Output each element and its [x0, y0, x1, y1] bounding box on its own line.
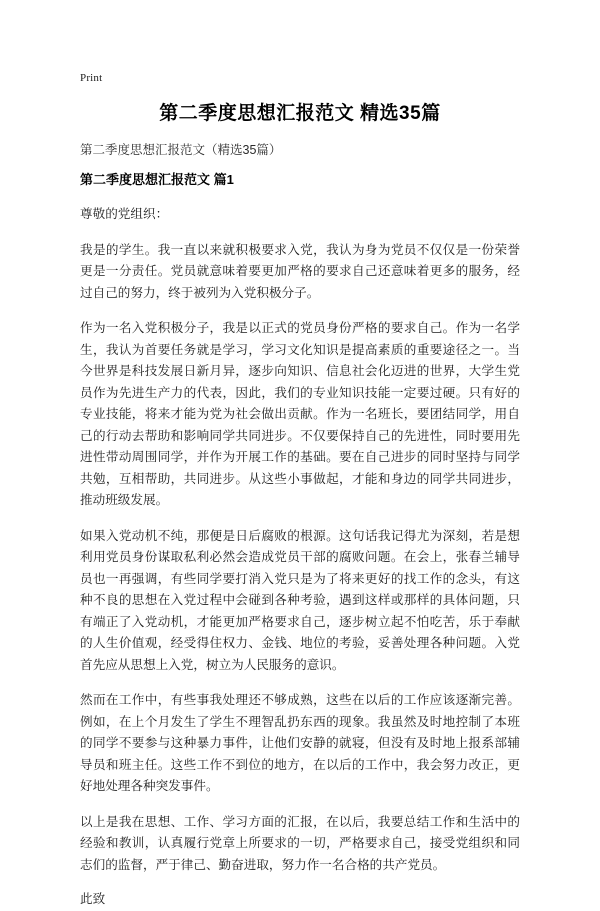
document-subtitle: 第二季度思想汇报范文（精选35篇）	[80, 143, 282, 157]
paragraph-body-2: 作为一名入党积极分子，我是以正式的党员身份严格的要求自己。作为一名学生，我认为首要任务就是学习，学习文化知识是提高素质的重要途径之一。当今世界是科技发展日新月异，逐步向知识、信息社会化迈进的世界，大学生党员作为先进生产力的代表，因此，我们的专业知识技能一定要过硬。只有好的专业技能，将来才能为党为社会做出贡献。作为一名班长，要团结同学，用自己的行动去帮助和影响同学共同进步。不仅要保持自己的先进性，同时要用先进性带动周围同学，并作为开展工作的基础。要在自己进步的同时坚持与同学共勉，互相帮助，共同进步。从这些小事做起，才能和身边的同学共同进步，推动班级发展。	[80, 321, 520, 507]
paragraph-closing: 此致	[80, 892, 106, 906]
paragraph-body-5: 以上是我在思想、工作、学习方面的汇报，在以后，我要总结工作和生活中的经验和教训，认真履行党章上所要求的一切，严格要求自己，接受党组织和同志们的监督，严于律己、勤奋进取，努力作一名合格的共产党员。	[80, 814, 520, 872]
paragraph-salutation: 尊敬的党组织：	[80, 207, 169, 221]
page-title: 第二季度思想汇报范文 精选35篇	[159, 103, 441, 124]
paragraph-body-1: 我是的学生。我一直以来就积极要求入党，我认为身为党员不仅仅是一份荣誉更是一分责任。党员就意味着要更加严格的要求自己还意味着更多的服务，经过自己的努力，终于被列为入党积极分子。	[80, 242, 520, 300]
paragraph-body-4: 然而在工作中，有些事我处理还不够成熟，这些在以后的工作应该逐渐完善。例如，在上个月发生了学生不理智乱扔东西的现象。我虽然及时地控制了本班的同学不要参与这种暴力事件，让他们安静的就寝，但没有及时地上报系部辅导员和班主任。这些工作不到位的地方，在以后的工作中，我会努力改正，更好地处理各种突发事件。	[80, 693, 520, 793]
print-button[interactable]: Print	[80, 72, 103, 84]
section-heading: 第二季度思想汇报范文 篇1	[80, 172, 234, 187]
print-bar	[80, 0, 520, 82]
document-content-column	[80, 0, 520, 911]
paragraph-body-3: 如果入党动机不纯，那便是日后腐败的根源。这句话我记得尤为深刻，若是想利用党员身份谋取私利必然会造成党员干部的腐败问题。在会上，张春兰辅导员也一再强调，有些同学要打消入党只是为了将来更好的找工作的念头，有这种不良的思想在入党过程中会碰到各种考验，遇到这样或那样的具体问题，只有端正了入党动机，才能更加严格要求自己，逐步树立起不怕吃苦，乐于奉献的人生价值观，经受得住权力、金钱、地位的考验，妥善处理各种问题。入党首先应从思想上入党，树立为人民服务的意识。	[80, 528, 520, 672]
